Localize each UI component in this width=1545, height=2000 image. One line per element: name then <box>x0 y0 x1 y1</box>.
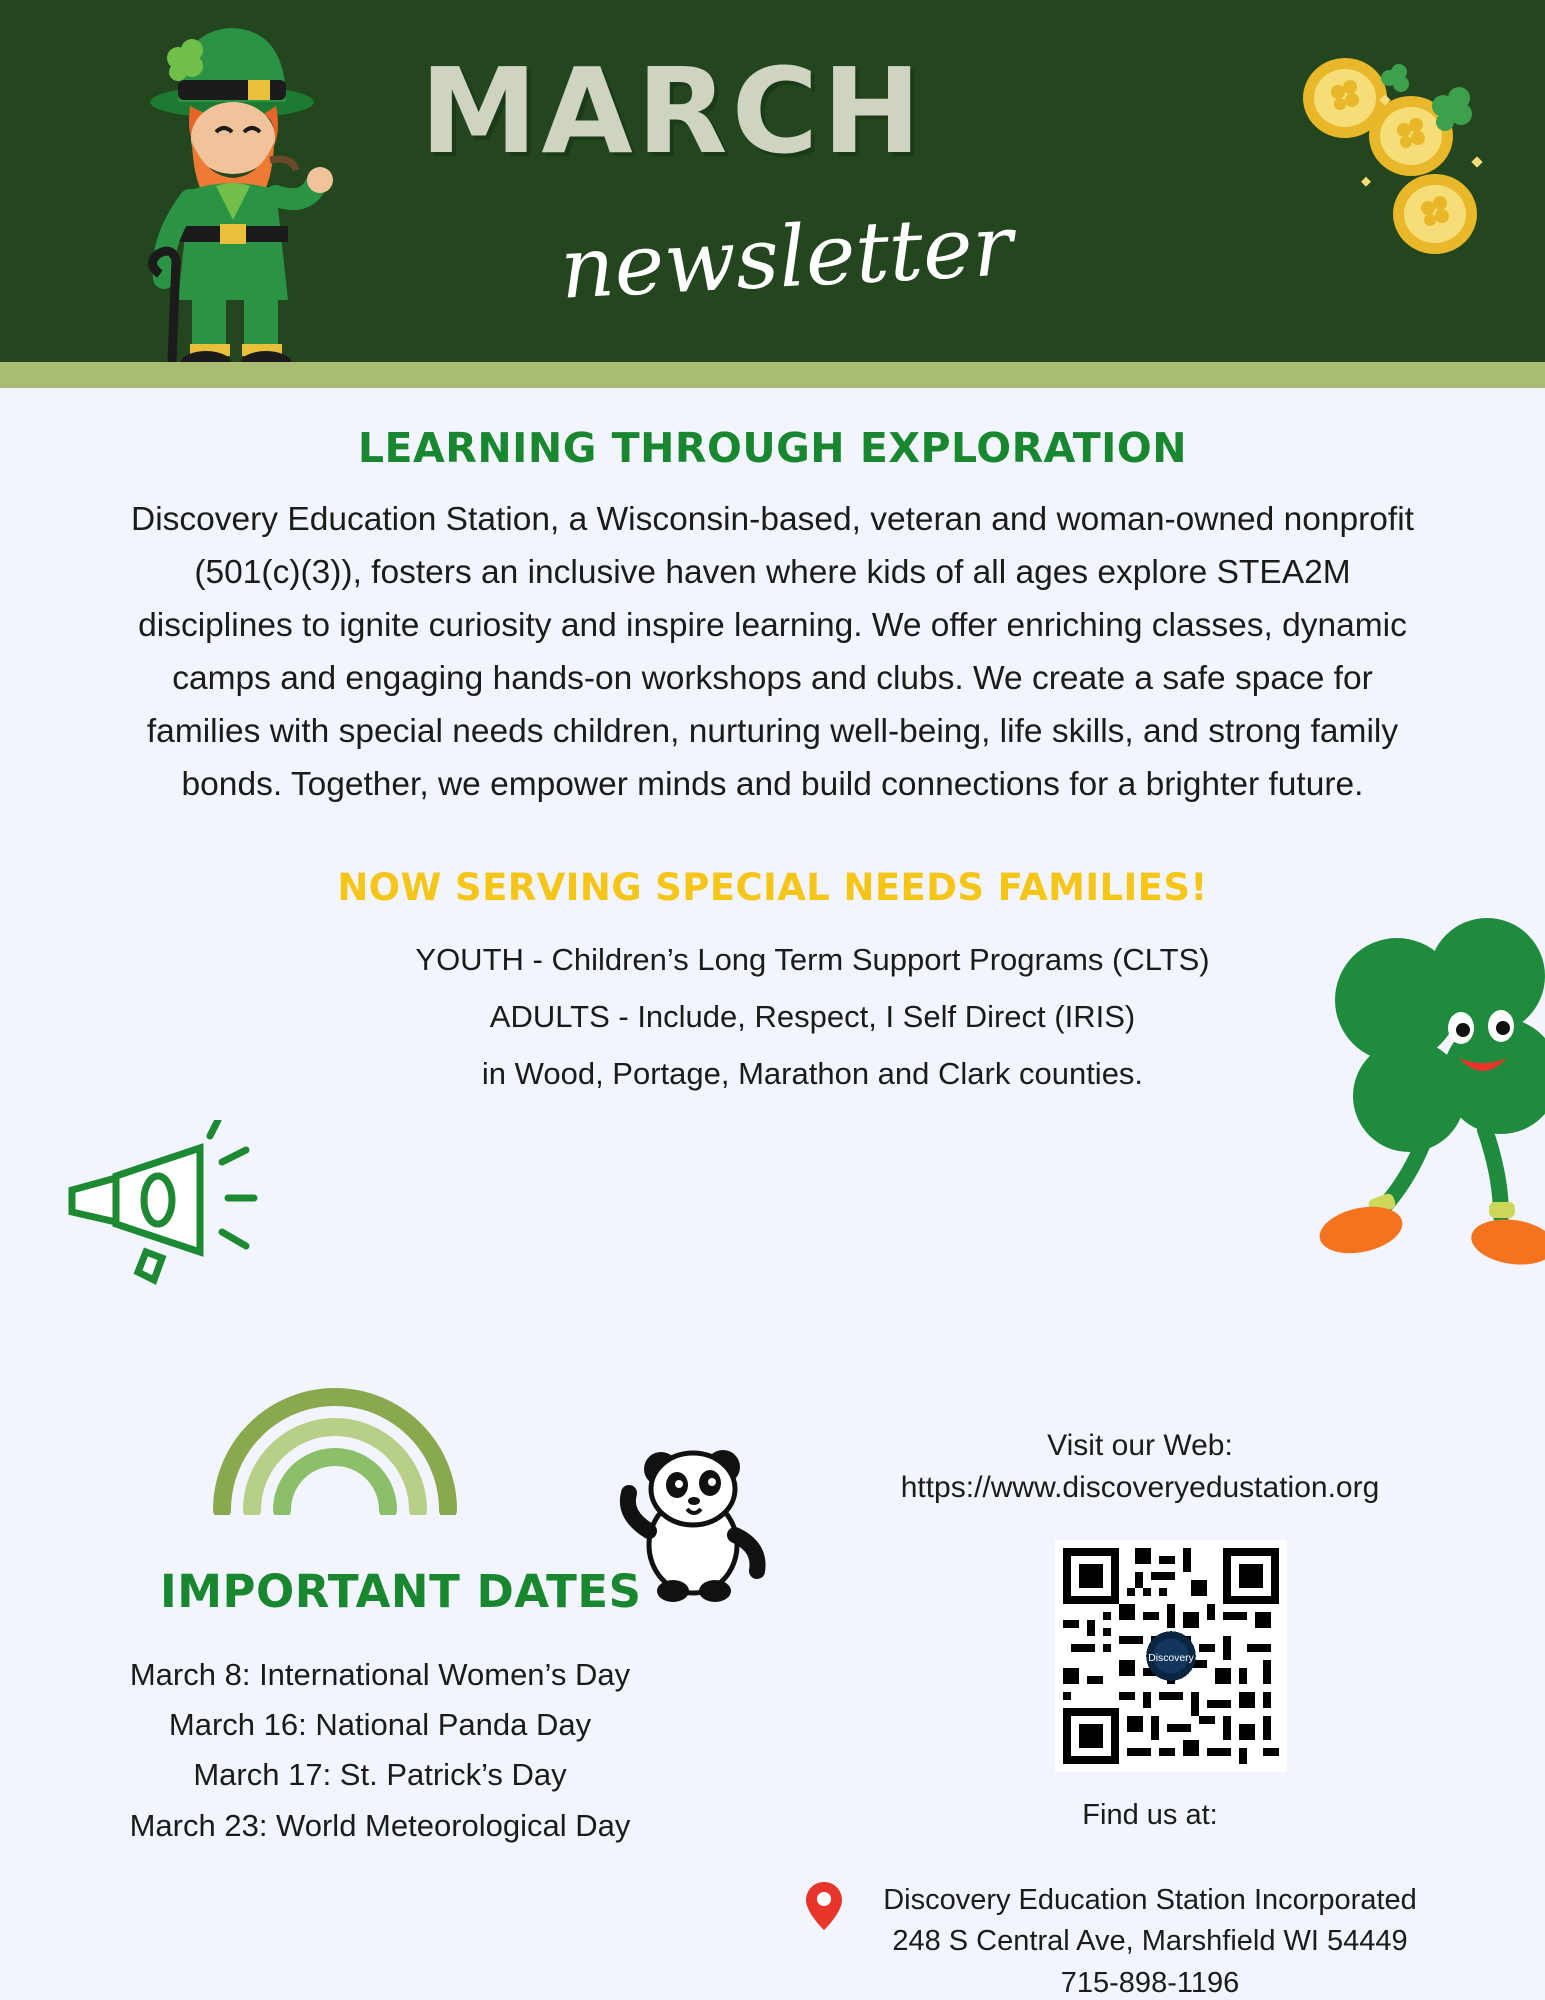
serving-line-adults: ADULTS - Include, Respect, I Self Direct (IRIS) <box>489 998 1136 1034</box>
serving-line-counties: in Wood, Portage, Marathon and Clark counties. <box>481 1056 1144 1092</box>
list-item: March 16: National Panda Day <box>168 1707 592 1743</box>
leprechaun-illustration <box>120 10 350 380</box>
important-dates-title: IMPORTANT DATES <box>160 1565 642 1618</box>
gold-coins-illustration <box>1293 50 1503 270</box>
important-dates-list <box>0 1650 760 1851</box>
find-us-label: Find us at: <box>1082 1799 1218 1831</box>
address-lines <box>790 1844 1510 1962</box>
section-title-serving: NOW SERVING SPECIAL NEEDS FAMILIES! <box>337 865 1208 909</box>
phone-number[interactable]: 715-898-1196 <box>1060 1967 1240 2000</box>
header-bottom-stripe <box>0 362 1545 388</box>
address-row <box>790 1840 1510 1962</box>
serving-line-youth: YOUTH - Children’s Long Term Support Programs (CLTS) <box>415 941 1210 977</box>
newsletter-header <box>0 0 1545 388</box>
web-label: Visit our Web: <box>1047 1429 1233 1462</box>
section-title-learning: LEARNING THROUGH EXPLORATION <box>357 424 1188 472</box>
location-pin-icon <box>804 1880 844 1932</box>
web-block <box>790 1425 1490 1509</box>
megaphone-icon <box>50 1120 270 1300</box>
page-subtitle: newsletter <box>557 196 1016 318</box>
shamrock-character-illustration <box>1305 880 1545 1300</box>
list-item: March 23: World Meteorological Day <box>129 1807 631 1843</box>
find-us-block <box>790 1795 1510 2000</box>
svg-text:Discovery: Discovery <box>1148 1652 1194 1664</box>
web-url-link[interactable]: https://www.discoveryedustation.org <box>900 1471 1380 1504</box>
intro-paragraph: Discovery Education Station, a Wisconsin-based, veteran and woman-owned nonprofit (501(c)(3)), fosters an inclusive haven where kids of all ages explore STEA2M disciplines to ignite curiosity and inspire learning. We offer enriching classes, dynamic camps and engaging hands-on workshops and clubs. We create a safe space for families with special needs children, nurturing well-being, life skills, and strong family bonds. Together, we empower minds and build connections for a brighter future. <box>131 501 1414 803</box>
clover-on-hat-icon <box>167 39 203 81</box>
qr-code[interactable] <box>1055 1540 1287 1772</box>
list-item: March 17: St. Patrick’s Day <box>193 1757 567 1793</box>
rainbow-illustration <box>200 1330 470 1515</box>
page-title: MARCH <box>420 42 925 180</box>
list-item: March 8: International Women’s Day <box>129 1657 631 1692</box>
org-name: Discovery Education Station Incorporated <box>883 1884 1417 1917</box>
street-address: 248 S Central Ave, Marshfield WI 54449 <box>892 1924 1408 1957</box>
